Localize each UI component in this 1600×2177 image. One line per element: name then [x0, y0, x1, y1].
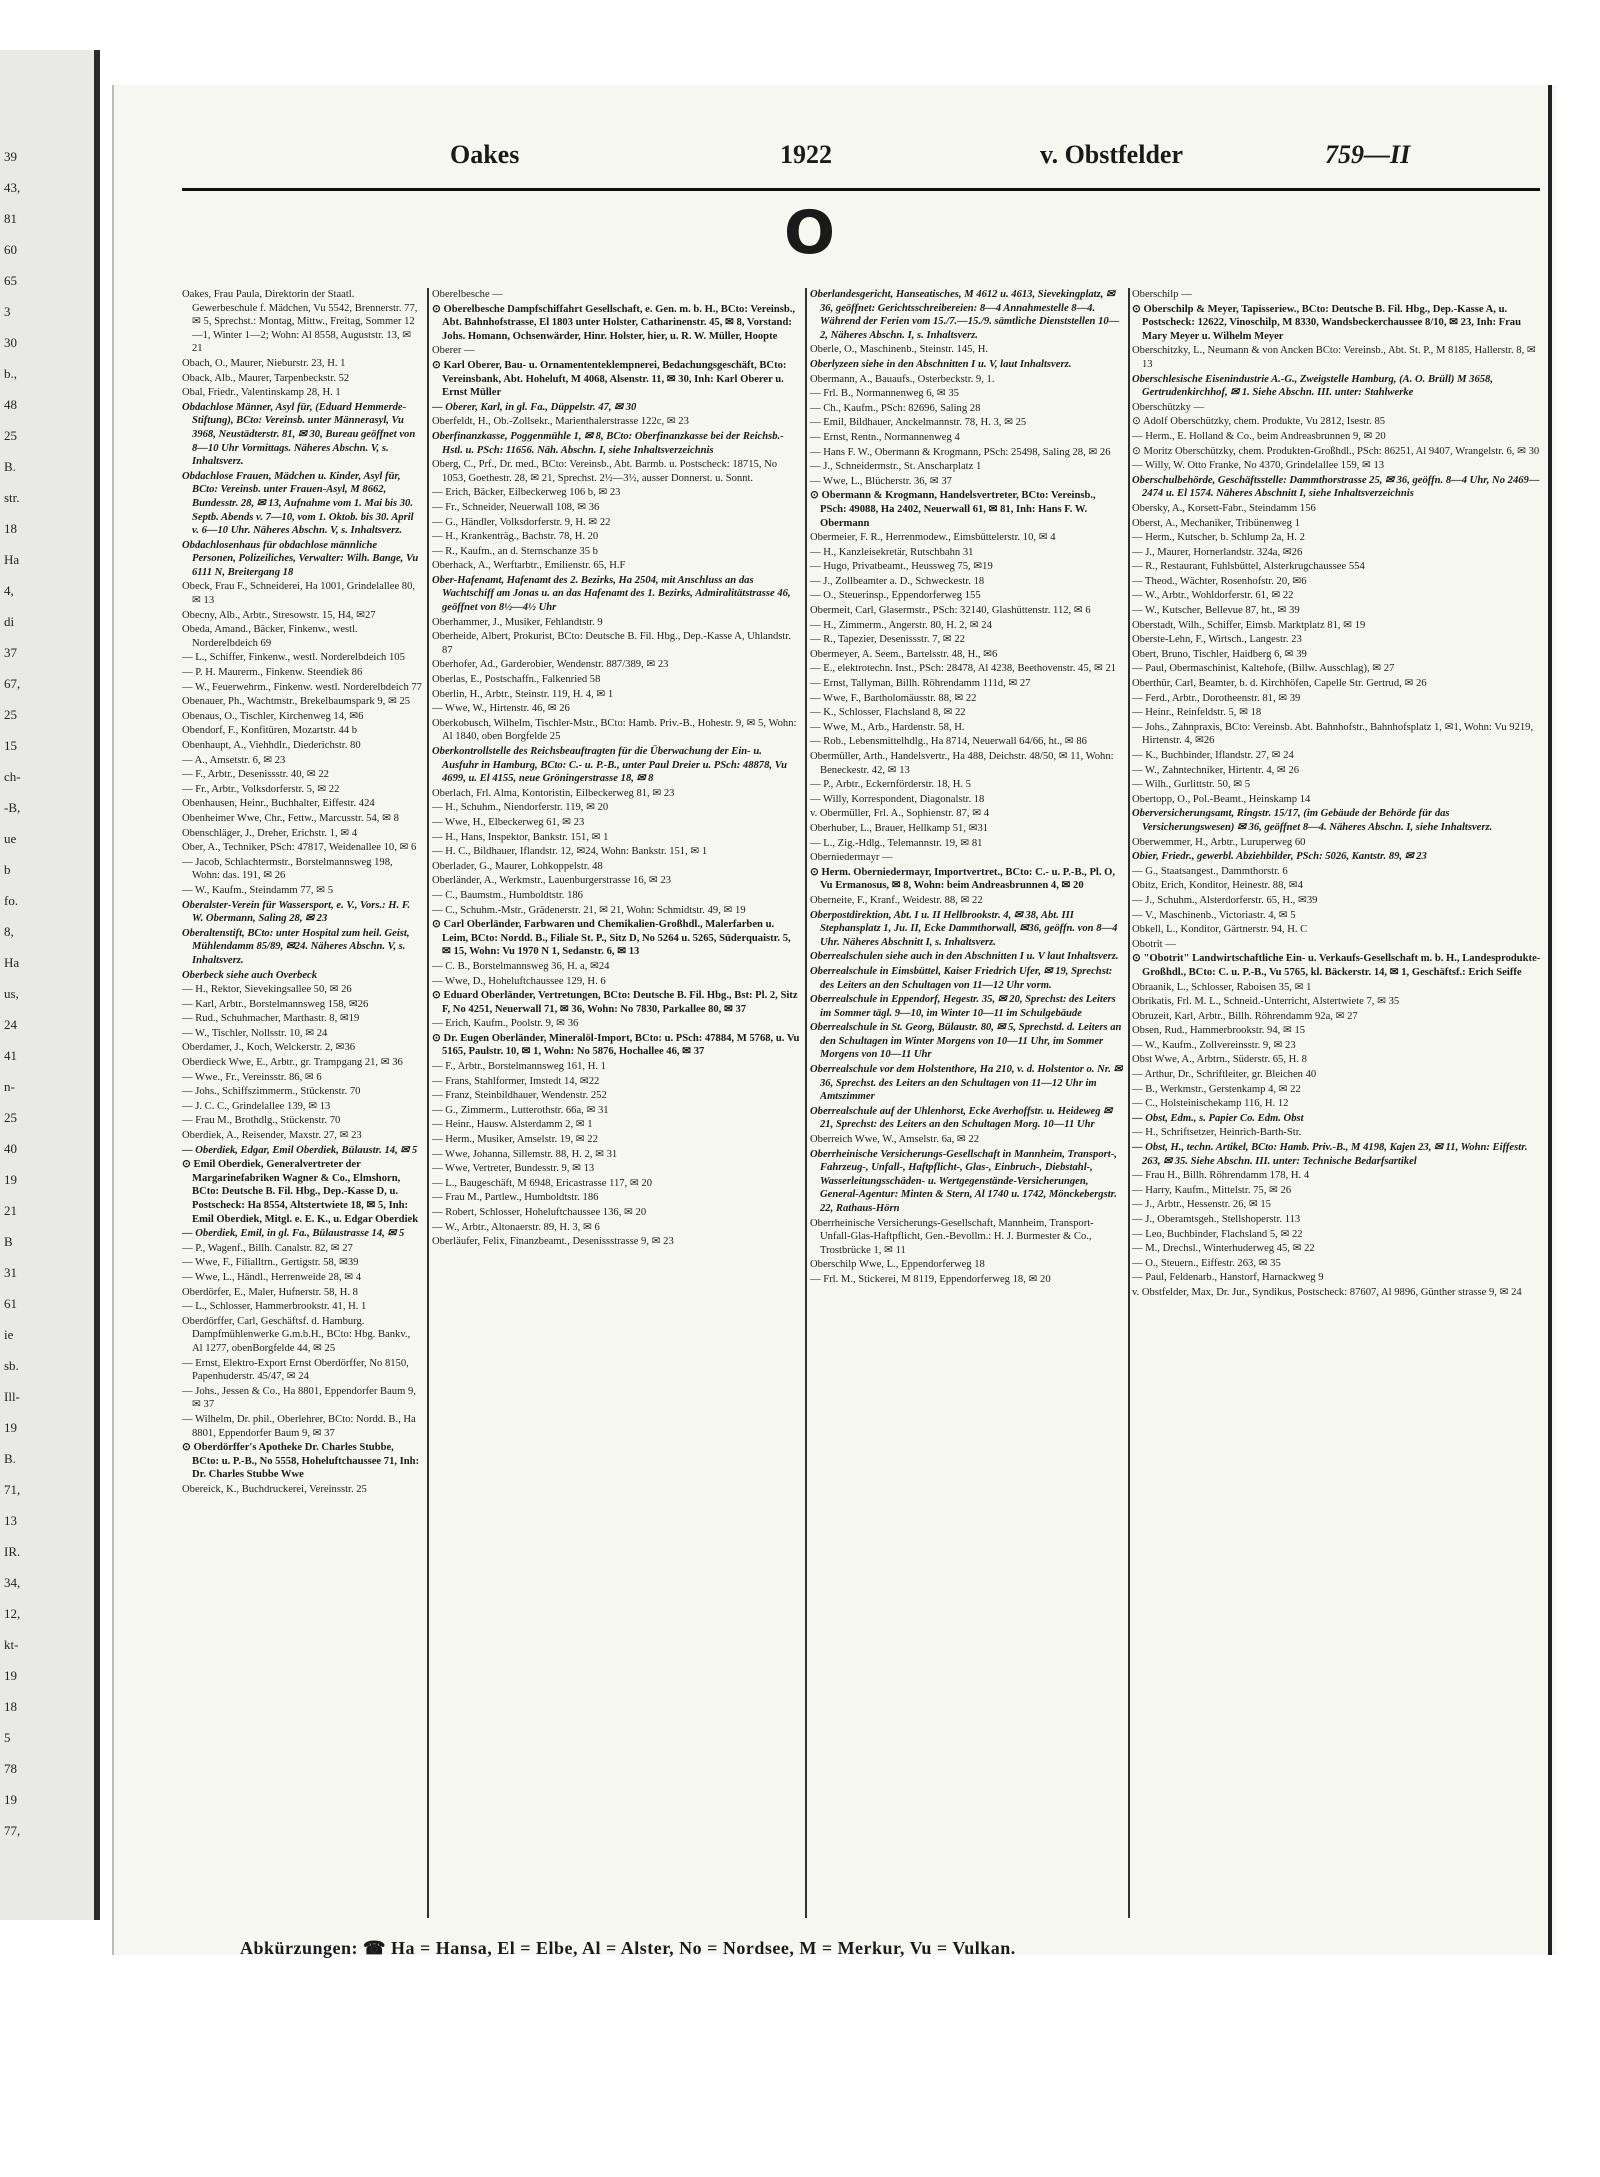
running-header	[180, 140, 1540, 172]
directory-entry: — Wwe, Vertreter, Bundesstr. 9, ✉ 13	[432, 1163, 595, 1175]
directory-entry: — Willy, Korrespondent, Diagonalstr. 18	[810, 793, 985, 805]
directory-entry: Oberschützky —	[1132, 401, 1205, 413]
directory-entry: Obier, Friedr., gewerbl. Abziehbilder, PSch: 5026, Kantstr. 89, ✉ 23	[1132, 851, 1427, 863]
directory-entry: — H., Zimmerm., Angerstr. 80, H. 2, ✉ 24	[810, 619, 992, 631]
previous-page-fragment: 8,	[4, 924, 14, 939]
directory-entry: Oberaltenstift, BCto: unter Hospital zum heil. Geist, Mühlendamm 85/89, ✉24. Näheres Abschn. V, s. Inhaltsverz.	[182, 927, 410, 966]
page-right-edge	[1548, 85, 1552, 1955]
directory-entry: Oberlach, Frl. Alma, Kontoristin, Eilbeckerweg 81, ✉ 23	[432, 787, 675, 799]
header-last-name: v. Obstfelder	[1040, 140, 1183, 169]
directory-entry: — H., Schuhm., Niendorferstr. 119, ✉ 20	[432, 802, 609, 814]
directory-entry: Oberschlesische Eisenindustrie A.-G., Zweigstelle Hamburg, (A. O. Brüll) M 3658, Gertrudenkirchhof, ✉ 1. Siehe Abschn. III. unter: Stahlwerke	[1132, 373, 1493, 399]
directory-entry: — Frl. M., Stickerei, M 8119, Eppendorferweg 18, ✉ 20	[810, 1273, 1051, 1285]
directory-entry: — M., Drechsl., Winterhuderweg 45, ✉ 22	[1132, 1243, 1315, 1255]
directory-entry: — Herm., Kutscher, b. Schlump 2a, H. 2	[1132, 532, 1305, 544]
previous-page-fragment: 12,	[4, 1606, 21, 1621]
directory-entry: Oberhack, A., Werftarbtr., Emilienstr. 65, H.F	[432, 560, 626, 572]
directory-entry: — Obst, Edm., s. Papier Co. Edm. Obst	[1132, 1112, 1304, 1124]
directory-entry: — Frl. B., Normannenweg 6, ✉ 35	[810, 388, 959, 400]
directory-entry: Ober, A., Techniker, PSch: 47817, Weidenallee 10, ✉ 6	[182, 842, 417, 854]
directory-entry: Oberschilp —	[1132, 289, 1192, 300]
previous-page-fragment: 19	[4, 1420, 17, 1435]
previous-page-fragment: b.,	[4, 366, 17, 381]
directory-entry: — Wwe, L., Händl., Herrenweide 28, ✉ 4	[182, 1271, 362, 1283]
directory-entry: — Fr., Arbtr., Volksdorferstr. 5, ✉ 22	[182, 783, 340, 795]
directory-entry: Obenauer, Ph., Wachtmstr., Brekelbaumspark 9, ✉ 25	[182, 696, 411, 708]
directory-entry: — Rob., Lebensmittelhdlg., Ha 8714, Neuerwall 64/66, ht., ✉ 86	[810, 736, 1087, 748]
column-divider	[1128, 288, 1130, 1918]
previous-page-fragment: 19	[4, 1792, 17, 1807]
directory-entry: Obrikatis, Frl. M. L., Schneid.-Unterricht, Alstertwiete 7, ✉ 35	[1132, 996, 1400, 1008]
directory-entry: — L., Schlosser, Hammerbrookstr. 41, H. 1	[182, 1301, 367, 1313]
directory-entry: — Frau M., Partlew., Humboldtstr. 186	[432, 1192, 599, 1204]
directory-entry: — G., Händler, Volksdorferstr. 9, H. ✉ 22	[432, 516, 611, 528]
directory-entry: Oberschulbehörde, Geschäftsstelle: Dammthorstrasse 25, ✉ 36, geöffn. 8—4 Uhr, No 2469—2474 u. El 1574. Näheres Abschnitt I, siehe Inhaltsverzeichnis	[1132, 474, 1540, 500]
directory-entry: — F., Arbtr., Desenissstr. 40, ✉ 22	[182, 769, 329, 781]
directory-entry: Obraanik, L., Schlosser, Raboisen 35, ✉ 1	[1132, 981, 1312, 993]
directory-entry: Oberrealschulen siehe auch in den Abschnitten I u. V laut Inhaltsverz.	[810, 951, 1119, 963]
directory-entry: — Herm., Musiker, Amselstr. 19, ✉ 22	[432, 1134, 598, 1146]
previous-page-fragment: 43,	[4, 180, 21, 195]
page-gutter-edge	[94, 50, 100, 1920]
directory-entry: Oberle, O., Maschinenb., Steinstr. 145, H.	[810, 344, 989, 356]
column-4	[1132, 288, 1542, 1928]
previous-page-fragment: 18	[4, 521, 17, 536]
directory-entry: Oberg, C., Prf., Dr. med., BCto: Vereinsb., Abt. Barmb. u. Postscheck: 18715, No 1053, Goethestr. 28, ✉ 21, Sprechst. 2½—3½, ausser Donnerst. u. Sonnt.	[432, 459, 778, 484]
directory-entry: — W., Kaufm., Zollvereinsstr. 9, ✉ 23	[1132, 1039, 1296, 1051]
previous-page-fragment: 34,	[4, 1575, 21, 1590]
directory-entry: — Wwe, M., Arb., Hardenstr. 58, H.	[810, 721, 965, 733]
directory-entry: — Ernst, Tallyman, Billh. Röhrendamm 111d, ✉ 27	[810, 678, 1031, 690]
directory-entry: — Wwe, H., Elbeckerweg 61, ✉ 23	[432, 816, 585, 828]
previous-page-fragment: b	[4, 862, 11, 877]
previous-page-fragment: 77,	[4, 1823, 21, 1838]
directory-entry: Oberkobusch, Wilhelm, Tischler-Mstr., BCto: Hamb. Priv.-B., Hohestr. 9, ✉ 5, Wohn: Al 1840, oben Borgfelde 25	[432, 717, 797, 743]
previous-page-fragment: 81	[4, 211, 17, 226]
directory-entry: Oberst, A., Mechaniker, Tribünenweg 1	[1132, 517, 1300, 529]
directory-entry: — Heinr., Hausw. Alsterdamm 2, ✉ 1	[432, 1119, 593, 1131]
previous-page-fragment: sb.	[4, 1358, 19, 1373]
directory-entry: — J., Schneidermstr., St. Anscharplatz 1	[810, 461, 982, 473]
directory-entry: Obereick, K., Buchdruckerei, Vereinsstr. 25	[182, 1483, 367, 1495]
directory-entry: Oberfeldt, H., Ob.-Zollsekr., Marienthalerstrasse 122c, ✉ 23	[432, 416, 689, 428]
directory-entry: — G., Staatsangest., Dammthorstr. 6	[1132, 865, 1288, 877]
directory-entry: — Wilhelm, Dr. phil., Oberlehrer, BCto: Nordd. B., Ha 8801, Eppendorfer Baum 9, ✉ 37	[182, 1413, 416, 1439]
directory-entry: — C. B., Borstelmannsweg 36, H. a, ✉24	[432, 960, 610, 972]
previous-page-fragment: 60	[4, 242, 17, 257]
directory-entry: Oberste-Lehn, F., Wirtsch., Langestr. 23	[1132, 634, 1302, 646]
directory-entry: — Johs., Schiffszimmerm., Stückenstr. 70	[182, 1086, 361, 1098]
previous-page-fragment: 13	[4, 1513, 17, 1528]
directory-entry: — Wwe, Johanna, Sillemstr. 88, H. 2, ✉ 31	[432, 1148, 618, 1160]
directory-entry: — L., Baugeschäft, M 6948, Ericastrasse 117, ✉ 20	[432, 1177, 653, 1189]
previous-page-fragment: -B,	[4, 800, 21, 815]
directory-entry: Oberversicherungsamt, Ringstr. 15/17, (im Gebäude der Behörde für das Versicherungswesen) ✉ 36, geöffnet 8—4. Näheres Abschn. I, siehe Inhaltsverz.	[1132, 808, 1493, 833]
directory-entry: Oberlas, E., Postschaffn., Falkenried 58	[432, 674, 601, 686]
directory-entry: — W., Tischler, Nollsstr. 10, ✉ 24	[182, 1027, 328, 1039]
previous-page-fragment: 5	[4, 1730, 11, 1745]
directory-entry: Oberlandesgericht, Hanseatisches, M 4612 u. 4613, Sievekingplatz, ✉ 36, geöffnet: Gerichtsschreibereien: 8—4 Annahmestelle 8—4. Während der Ferien vom 15./7.—15./9. sämtliche Dienststellen 10—2, Näheres Abschn. I, s. Inhaltsverz.	[810, 289, 1120, 341]
directory-entry: Oberdiek, A., Reisender, Maxstr. 27, ✉ 23	[182, 1130, 362, 1142]
directory-entry: Oberdörfer, E., Maler, Hufnerstr. 58, H. 8	[182, 1286, 358, 1298]
directory-entry: Obdachlosenhaus für obdachlose männliche Personen, Polizeiliches, Verwalter: Wilh. Bange, Vu 6111 N, Breitergang 18	[182, 539, 419, 578]
directory-entry: — Wwe., Fr., Vereinsstr. 86, ✉ 6	[182, 1071, 322, 1083]
previous-page-fragment: 3	[4, 304, 11, 319]
directory-entry: v. Obstfelder, Max, Dr. Jur., Syndikus, Postscheck: 87607, Al 9896, Günther strasse 9, ✉ 24	[1132, 1286, 1522, 1298]
directory-entry: — Karl, Arbtr., Borstelmannsweg 158, ✉26	[182, 998, 369, 1010]
directory-entry: Oberelbesche —	[432, 289, 503, 300]
abbreviations-footer: Abkürzungen: ☎ Ha = Hansa, El = Elbe, Al = Alster, No = Nordsee, M = Merkur, Vu = Vulkan.	[240, 1938, 1016, 1958]
directory-entry: ⊙ Obermann & Krogmann, Handelsvertreter, BCto: Vereinsb., PSch: 49088, Ha 2402, Neuerwall 61, ✉ 81, Inh: Hans F. W. Obermann	[810, 490, 1096, 529]
directory-entry: — W., Kutscher, Bellevue 87, ht., ✉ 39	[1132, 605, 1300, 617]
previous-page-fragment: B	[4, 1234, 13, 1249]
previous-page-fragment: 65	[4, 273, 17, 288]
directory-entry: Oberwemmer, H., Arbtr., Luruperweg 60	[1132, 836, 1306, 848]
directory-entry: — Emil, Bildhauer, Anckelmannstr. 78, H. 3, ✉ 25	[810, 417, 1027, 429]
directory-entry: Oberrealschule in Eimsbüttel, Kaiser Friedrich Ufer, ✉ 19, Sprechst: des Leiters an den Schultagen von 11—12 Uhr vorm.	[810, 965, 1113, 991]
previous-page-fragment: 25	[4, 1110, 17, 1125]
directory-entry: — V., Maschinenb., Victoriastr. 4, ✉ 5	[1132, 909, 1296, 921]
directory-entry: Oberlyzeen siehe in den Abschnitten I u. V, laut Inhaltsverz.	[810, 358, 1072, 370]
directory-entry: — P., Wagenf., Billh. Canalstr. 82, ✉ 27	[182, 1242, 353, 1254]
directory-entry: Obach, O., Maurer, Nieburstr. 23, H. 1	[182, 357, 346, 369]
directory-entry: Obersky, A., Korsett-Fabr., Steindamm 156	[1132, 502, 1316, 514]
directory-entry: Oberniedermayr —	[810, 852, 893, 864]
directory-entry: — R., Tapezier, Desenissstr. 7, ✉ 22	[810, 634, 965, 646]
directory-entry: Obeck, Frau F., Schneiderei, Ha 1001, Grindelallee 80, ✉ 13	[182, 581, 416, 607]
previous-page-fragment: 25	[4, 428, 17, 443]
directory-entry: — Heinr., Reinfeldstr. 5, ✉ 18	[1132, 707, 1262, 719]
directory-entry: — H., Schriftsetzer, Heinrich-Barth-Str.	[1132, 1127, 1302, 1139]
directory-entry: — Johs., Zahnpraxis, BCto: Vereinsb. Abt. Bahnhofstr., Bahnhofsplatz 1, ✉1, Wohn: Vu 9219, Hirtenstr. 4, ✉26	[1132, 721, 1534, 747]
directory-entry: Obermeit, Carl, Glasermstr., PSch: 32140, Glashüttenstr. 112, ✉ 6	[810, 605, 1091, 617]
column-divider	[427, 288, 429, 1918]
directory-entry: — Wwe, F., Filialltrn., Gertigstr. 58, ✉39	[182, 1257, 359, 1269]
directory-entry: ⊙ Herm. Oberniedermayr, Importvertret., BCto: C.- u. P.-B., Pl. O, Vu Ermanosus, ✉ 8, Wohn: beim Andreasbrunnen 4, ✉ 20	[810, 866, 1116, 892]
directory-entry: — J., Oberamtsgeh., Stellshoperstr. 113	[1132, 1214, 1301, 1225]
directory-entry: Oberer —	[432, 345, 475, 357]
directory-entry: — J., Maurer, Hornerlandstr. 324a, ✉26	[1132, 546, 1303, 558]
directory-entry: — Oberdiek, Emil, in gl. Fa., Bülaustrasse 14, ✉ 5	[182, 1228, 405, 1240]
directory-entry: — J., Zollbeamter a. D., Schweckestr. 18	[810, 575, 985, 587]
directory-entry: — Jacob, Schlachtermstr., Borstelmannsweg 198, Wohn: das. 191, ✉ 26	[182, 856, 393, 882]
directory-entry: Oberlader, G., Maurer, Lohkoppelstr. 48	[432, 860, 603, 872]
previous-page-fragment: IR.	[4, 1544, 21, 1559]
directory-entry: Oberschitzky, L., Neumann & von Ancken BCto: Vereinsb., Abt. St. P., M 8185, Hallerstr. 8, ✉ 13	[1132, 345, 1536, 370]
directory-entry: ⊙ Dr. Eugen Oberländer, Mineralöl-Import, BCto: u. PSch: 47884, M 5768, u. Vu 5165, Paulstr. 10, ✉ 1, Wohn: No 5876, Hochallee 46, ✉ 37	[432, 1032, 800, 1058]
directory-entry: Obenheimer Wwe, Chr., Fettw., Marcusstr. 54, ✉ 8	[182, 812, 399, 824]
directory-entry: — O., Steuern., Eiffestr. 263, ✉ 35	[1132, 1257, 1281, 1269]
directory-entry: ⊙ Carl Oberländer, Farbwaren und Chemikalien-Großhdl., Malerfarben u. Leim, BCto: Nordd. B., Filiale St. P., Sitz D, No 5264 u. 5265, Süderquaistr. 5, ✉ 15, Wohn: Vu 1970 N 1, Sedanstr. 6, ✉ 13	[432, 919, 791, 958]
directory-entry: — K., Buchbinder, Iflandstr. 27, ✉ 24	[1132, 750, 1294, 761]
directory-entry: — Frau H., Billh. Röhrendamm 178, H. 4	[1132, 1170, 1310, 1182]
previous-page-fragment: 21	[4, 1203, 17, 1218]
directory-entry: Oberreich Wwe, W., Amselstr. 6a, ✉ 22	[810, 1134, 980, 1146]
directory-entry: — Hugo, Privatbeamt., Heussweg 75, ✉19	[810, 561, 993, 573]
directory-entry: Oberläufer, Felix, Finanzbeamt., Desenissstrasse 9, ✉ 23	[432, 1236, 674, 1248]
directory-entry: Obkell, L., Konditor, Gärtnerstr. 94, H. C	[1132, 924, 1308, 936]
directory-entry: Oberhofer, Ad., Garderobier, Wendenstr. 887/389, ✉ 23	[432, 659, 669, 671]
directory-entry: — G., Zimmerm., Lutterothstr. 66a, ✉ 31	[432, 1104, 609, 1116]
column-1	[182, 288, 422, 1928]
directory-entry: Oberschilp Wwe, L., Eppendorferweg 18	[810, 1259, 985, 1271]
previous-page-fragment: B.	[4, 459, 16, 474]
directory-entry: Obitz, Erich, Konditor, Heinestr. 88, ✉4	[1132, 880, 1303, 892]
directory-entry: ⊙ "Obotrit" Landwirtschaftliche Ein- u. Verkaufs-Gesellschaft m. b. H., Landesprodukte-Großhdl., BCto: C. u. P.-B., Vu 5765, kl. Bäckerstr. 14, ✉ 1, Geschäftsf.: Erich Seiffe	[1132, 953, 1541, 978]
previous-page-fragment: 67,	[4, 676, 21, 691]
directory-entry: Oberdörffer, Carl, Geschäftsf. d. Hamburg. Dampfmühlenwerke G.m.b.H., BCto: Hbg. Bankv., Al 1277, obenBorgfelde 44, ✉ 25	[182, 1315, 411, 1354]
directory-entry: Obertopp, O., Pol.-Beamt., Heinskamp 14	[1132, 793, 1311, 805]
directory-entry: Obenschläger, J., Dreher, Erichstr. 1, ✉ 4	[182, 827, 358, 839]
directory-entry: Oberrealschule in St. Georg, Bülaustr. 80, ✉ 5, Sprechstd. d. Leiters an den Schultagen im Winter Morgens von 10—11 Uhr, im Sommer Morgens von 10—11 Uhr	[810, 1022, 1122, 1061]
directory-entry: Obermüller, Arth., Handelsvertr., Ha 488, Deichstr. 48/50, ✉ 11, Wohn: Beneckestr. 42, ✉ 13	[810, 751, 1114, 776]
directory-entry: — Harry, Kaufm., Mittelstr. 75, ✉ 26	[1132, 1184, 1292, 1196]
previous-page-fragment: 15	[4, 738, 17, 753]
directory-entry: Oakes, Frau Paula, Direktorin der Staatl. Gewerbeschule f. Mädchen, Vu 5542, Brennerstr. 77, ✉ 5, Sprechst.: Montag, Mittw., Freitag, Sommer 12—1, Winter 1—2; Wohn: Al 8558, Auguststr. 13, ✉ 21	[182, 289, 418, 355]
directory-entry: — C., Baumstm., Humboldtstr. 186	[432, 889, 583, 901]
directory-entry: — A., Amsetstr. 6, ✉ 23	[182, 754, 286, 766]
directory-entry: — P., Arbtr., Eckernförderstr. 18, H. 5	[810, 779, 971, 791]
directory-entry: ⊙ Karl Oberer, Bau- u. Ornamententeklempnerei, Bedachungsgeschäft, BCto: Vereinsbank, Abt. Hoheluft, M 4068, Alsenstr. 11, ✉ 30, Inh: Karl Oberer u. Ernst Müller	[432, 359, 787, 399]
header-year: 1922	[780, 140, 832, 169]
previous-page-fragment: 24	[4, 1017, 17, 1032]
previous-page-fragment: 18	[4, 1699, 17, 1714]
directory-entry: — Erich, Kaufm., Poolstr. 9, ✉ 36	[432, 1018, 579, 1030]
directory-entry: — F., Arbtr., Borstelmannsweg 161, H. 1	[432, 1061, 606, 1073]
previous-page-fragment: str.	[4, 490, 20, 505]
directory-entry: — B., Werkmstr., Gerstenkamp 4, ✉ 22	[1132, 1083, 1301, 1095]
page-number: 759—II	[1325, 140, 1411, 169]
previous-page-fragment: 61	[4, 1296, 17, 1311]
directory-entry: — Hans F. W., Obermann & Krogmann, PSch: 25498, Saling 28, ✉ 26	[810, 446, 1111, 458]
directory-entry: Oberhuber, L., Brauer, Hellkamp 51, ✉31	[810, 822, 989, 834]
directory-entry: Obermann, A., Bauaufs., Osterbeckstr. 9, 1.	[810, 373, 995, 385]
directory-entry: — P. H. Maurerm., Finkenw. Steendiek 86	[182, 667, 363, 679]
directory-entry: Obotrit —	[1132, 938, 1176, 950]
directory-entry: ⊙ Emil Oberdiek, Generalvertreter der Margarinefabriken Wagner & Co., Elmshorn, BCto: Deutsche B. Fil. Hbg., Dep.-Kasse D, u. Postscheck: Ha 8554, Altstertwiete 18, ✉ 5, Inh: Emil Oberdiek, Mitgl. e. E. K., u. Edgar Oberdiek	[182, 1159, 419, 1225]
directory-entry: ⊙ Oberdörffer's Apotheke Dr. Charles Stubbe, BCto: u. P.-B., No 5558, Hoheluftchaussee 71, Inh: Dr. Charles Stubbe Wwe	[182, 1442, 420, 1481]
directory-entry: — W., Arbtr., Wohldorferstr. 61, ✉ 22	[1132, 590, 1294, 602]
directory-entry: ⊙ Eduard Oberländer, Vertretungen, BCto: Deutsche B. Fil. Hbg., Bst: Pl. 2, Sitz F, No 4251, Neuerwall 71, ✉ 36, Wohn: No 7830, Parkallee 80, ✉ 37	[432, 990, 798, 1015]
directory-entry: — Paul, Obermaschinist, Kaltehofe, (Billw. Ausschlag), ✉ 27	[1132, 663, 1395, 675]
directory-entry: — Wwe, L., Blücherstr. 36, ✉ 37	[810, 475, 952, 487]
directory-entry: Obermeier, F. R., Herrenmodew., Eimsbüttelerstr. 10, ✉ 4	[810, 532, 1056, 544]
directory-entry: — Paul, Feldenarb., Hanstorf, Harnackweg 9	[1132, 1272, 1324, 1284]
previous-page-fragment: us,	[4, 986, 19, 1001]
directory-entry: — Theod., Wächter, Rosenhofstr. 20, ✉6	[1132, 575, 1307, 587]
directory-entry: Obdachlose Männer, Asyl für, (Eduard Hemmerde-Stiftung), BCto: Vereinsb. unter Männerasyl, Vu 3968, Neustädterstr. 81, ✉ 30, Bureau geöffnet von 8—10 Uhr Vormittags. Näheres Abschn. V, s. Inhaltsverz.	[182, 401, 416, 468]
directory-entry: Obendorf, F., Konfitüren, Mozartstr. 44 b	[182, 725, 358, 737]
previous-page-fragment: 37	[4, 645, 17, 660]
directory-entry: Obecny, Alb., Arbtr., Stresowstr. 15, H4, ✉27	[182, 609, 376, 621]
column-divider	[805, 288, 807, 1918]
previous-page-fragment: 25	[4, 707, 17, 722]
directory-entry: — O., Steuerinsp., Eppendorferweg 155	[810, 590, 981, 602]
directory-entry: — Arthur, Dr., Schriftleiter, gr. Bleichen 40	[1132, 1069, 1317, 1081]
previous-page-fragment: 48	[4, 397, 17, 412]
directory-entry: — Frans, Stahlformer, Imstedt 14, ✉22	[432, 1075, 600, 1087]
directory-entry: — Oberer, Karl, in gl. Fa., Düppelstr. 47, ✉ 30	[432, 401, 637, 413]
directory-entry: — W., Arbtr., Altonaerstr. 89, H. 3, ✉ 6	[432, 1221, 600, 1233]
previous-page-fragment: 30	[4, 335, 17, 350]
previous-page-fragment: 71,	[4, 1482, 21, 1497]
previous-page-fragment: 39	[4, 149, 17, 164]
directory-entry: — H. C., Bildhauer, Iflandstr. 12, ✉24, Wohn: Bankstr. 151, ✉ 1	[432, 846, 708, 858]
directory-entry: — Wwe, W., Hirtenstr. 46, ✉ 26	[432, 703, 570, 715]
directory-entry: Obert, Bruno, Tischler, Haidberg 6, ✉ 39	[1132, 648, 1307, 660]
directory-entry: Oberneite, F., Kranf., Weidestr. 88, ✉ 22	[810, 894, 983, 906]
previous-page-fragment: Ha	[4, 552, 20, 567]
directory-entry: — Oberdiek, Edgar, Emil Oberdiek, Bülaustr. 14, ✉ 5	[182, 1144, 418, 1156]
directory-entry: — C., Holsteinischekamp 116, H. 12	[1132, 1098, 1289, 1110]
directory-entry: v. Obermüller, Frl. A., Sophienstr. 87, ✉ 4	[810, 808, 990, 820]
previous-page-fragment: 78	[4, 1761, 17, 1776]
directory-entry: — E., elektrotechn. Inst., PSch: 28478, Al 4238, Beethovenstr. 45, ✉ 21	[810, 663, 1117, 675]
previous-page-fragment: 31	[4, 1265, 17, 1280]
directory-entry: — Frau M., Brothdlg., Stückenstr. 70	[182, 1115, 341, 1127]
directory-entry: Oberstadt, Wilh., Schiffer, Eimsb. Marktplatz 81, ✉ 19	[1132, 619, 1366, 631]
previous-page-fragment: B.	[4, 1451, 16, 1466]
previous-page-fragment: fo.	[4, 893, 19, 908]
directory-entry: — H., Kanzleisekretär, Rutschbahn 31	[810, 546, 974, 558]
header-first-name: Oakes	[450, 140, 520, 169]
previous-page-fragment: 41	[4, 1048, 17, 1063]
directory-entry: Oberrheinische Versicherungs-Gesellschaft in Mannheim, Transport-, Fahrzeug-, Unfall-, Haftpflicht-, Glas-, Einbruch-, Diebstahl-, Wasserleitungsschäden- u. Wertgegenstände-Versicherungen, General-Agentur: Minten & Stern, Al 1740 u. 1742, Mönckebergstr. 22, Rathaus-Hörn	[810, 1148, 1117, 1214]
directory-entry: — Ch., Kaufm., PSch: 82696, Saling 28	[810, 402, 981, 414]
directory-entry: — C., Schuhm.-Mstr., Grädenerstr. 21, ✉ 21, Wohn: Schmidtstr. 49, ✉ 19	[432, 904, 746, 916]
directory-entry: — Erich, Bäcker, Eilbeckerweg 106 b, ✉ 23	[432, 487, 621, 499]
directory-entry: — W., Kaufm., Steindamm 77, ✉ 5	[182, 884, 334, 896]
previous-page-fragment: di	[4, 614, 15, 629]
directory-entry: — Wwe, F., Bartholomäusstr. 88, ✉ 22	[810, 692, 977, 704]
directory-entry: Oberdieck Wwe, E., Arbtr., gr. Trampgang 21, ✉ 36	[182, 1057, 403, 1069]
directory-entry: — Leo, Buchbinder, Flachsland 5, ✉ 22	[1132, 1228, 1303, 1240]
directory-entry: — R., Kaufm., an d. Sternschanze 35 b	[432, 545, 598, 557]
directory-entry: Oberpostdirektion, Abt. I u. II Hellbrookstr. 4, ✉ 38, Abt. III Stephansplatz 1, Ju. II, Ecke Dammthorwall, ✉36, geöffn. von 8—4 Uhr. Näheres Abschnitt I, s. Inhaltsverz.	[810, 909, 1118, 948]
previous-page-fragment: ie	[4, 1327, 14, 1342]
directory-entry: Oberrealschule vor dem Holstenthore, Ha 210, v. d. Holstentor o. Nr. ✉ 36, Sprechst. des Leiters an den Schultagen von 11—12 Uhr im Amtszimmer	[810, 1064, 1123, 1103]
directory-entry: ⊙ Moritz Oberschützky, chem. Produkten-Großhdl., PSch: 86251, Al 9407, Wrangelstr. 6, ✉ 30	[1132, 445, 1540, 457]
directory-entry: Oberheide, Albert, Prokurist, BCto: Deutsche B. Fil. Hbg., Dep.-Kasse A, Uhlandstr. 87	[432, 631, 791, 656]
directory-entry: — Ernst, Rentn., Normannenweg 4	[810, 431, 960, 443]
directory-entry: — Rud., Schuhmacher, Marthastr. 8, ✉19	[182, 1013, 360, 1025]
directory-entry: Obal, Friedr., Valentinskamp 28, H. 1	[182, 387, 341, 399]
directory-entry: Oberbeck siehe auch Overbeck	[182, 969, 318, 981]
directory-entry: — Wilh., Gurlittstr. 50, ✉ 5	[1132, 779, 1251, 791]
directory-entry: Ober-Hafenamt, Hafenamt des 2. Bezirks, Ha 2504, mit Anschluss an das Wachtschiff am Jonas u. an das Hafenamt des 1. Bezirks, Admiralitätstrasse 46, geöffnet von 8½—4½ Uhr	[432, 574, 791, 614]
previous-page-fragment: 19	[4, 1668, 17, 1683]
directory-entry: ⊙ Oberschilp & Meyer, Tapisseriew., BCto: Deutsche B. Fil. Hbg., Dep.-Kasse A, u. Postscheck: 12622, Vinoschilp, M 8330, Wandsbeckerchaussee 8/10, ✉ 23, Inh: Frau Mary Meyer u. Wilhelm Meyer	[1132, 303, 1521, 342]
column-3	[810, 288, 1123, 1928]
directory-entry: — Obst, H., techn. Artikel, BCto: Hamb. Priv.-B., M 4198, Kajen 23, ✉ 11, Wohn: Eiffestr. 263, ✉ 35. Siehe Abschn. III. unter: Technische Bedarfsartikel	[1132, 1142, 1528, 1167]
directory-entry: — Ernst, Elektro-Export Ernst Oberdörffer, No 8150, Papenhuderstr. 45/47, ✉ 24	[182, 1357, 409, 1383]
directory-entry: Oberhammer, J., Musiker, Fehlandtstr. 9	[432, 616, 603, 628]
directory-entry: — Ferd., Arbtr., Dorotheenstr. 81, ✉ 39	[1132, 692, 1301, 704]
directory-entry: — H., Krankenträg., Bachstr. 78, H. 20	[432, 531, 599, 543]
directory-entry: — L., Schiffer, Finkenw., westl. Norderelbdeich 105	[182, 652, 405, 664]
previous-page-fragment: n-	[4, 1079, 15, 1094]
directory-entry: — L., Zig.-Hdlg., Telemannstr. 19, ✉ 81	[810, 837, 983, 849]
directory-entry: Oberlin, H., Arbtr., Steinstr. 119, H. 4, ✉ 1	[432, 688, 614, 700]
directory-entry: Oberfinanzkasse, Poggenmühle 1, ✉ 8, BCto: Oberfinanzkasse bei der Reichsb.-Hstl. u. PSch: 11656. Näh. Abschn. I, siehe Inhaltsverzeichnis	[432, 430, 784, 456]
directory-entry: — Johs., Jessen & Co., Ha 8801, Eppendorfer Baum 9, ✉ 37	[182, 1385, 416, 1411]
directory-entry: Obeda, Amand., Bäcker, Finkenw., westl. Norderelbdeich 69	[182, 624, 358, 649]
directory-entry: — H., Hans, Inspektor, Bankstr. 151, ✉ 1	[432, 831, 609, 843]
directory-entry: — W., Zahntechniker, Hirtentr. 4, ✉ 26	[1132, 764, 1300, 776]
directory-entry: Oberthür, Carl, Beamter, b. d. Kirchhöfen, Capelle Str. Gertrud, ✉ 26	[1132, 678, 1427, 690]
directory-entry: Oberländer, A., Werkmstr., Lauenburgerstrasse 16, ✉ 23	[432, 875, 672, 887]
section-letter: O	[784, 198, 836, 268]
directory-entry: Obdachlose Frauen, Mädchen u. Kinder, Asyl für, BCto: Vereinsb. unter Frauen-Asyl, M 8662, Bundesstr. 28, ✉ 13, Aufnahme vom 1. Mai bis 30. Septb. Abends v. 7—10, vom 1. Oktob. bis 30. April v. 6—10 Uhr. Näheres Abschn. V, s. Inhaltsverz.	[182, 470, 414, 537]
previous-page-fragment: Ha	[4, 955, 20, 970]
previous-page-fragment: kt-	[4, 1637, 19, 1652]
directory-entry: — W., Feuerwehrm., Finkenw. westl. Norderelbdeich 77	[182, 681, 422, 693]
directory-entry: Obruzeit, Karl, Arbtr., Billh. Röhrendamm 92a, ✉ 27	[1132, 1010, 1358, 1022]
directory-entry: — Willy, W. Otto Franke, No 4370, Grindelallee 159, ✉ 13	[1132, 460, 1385, 472]
directory-entry: Obenaus, O., Tischler, Kirchenweg 14, ✉6	[182, 710, 364, 722]
directory-entry: — Wwe, D., Hoheluftchaussee 129, H. 6	[432, 975, 606, 987]
directory-entry: Obermeyer, A. Seem., Bartelsstr. 48, H., ✉6	[810, 648, 998, 660]
directory-entry: — R., Restaurant, Fuhlsbüttel, Alsterkrugchaussee 554	[1132, 561, 1365, 573]
directory-entry: — J., Schuhm., Alsterdorferstr. 65, H., ✉39	[1132, 894, 1318, 906]
directory-entry: — H., Rektor, Sievekingsallee 50, ✉ 26	[182, 984, 352, 996]
directory-entry: Oberkontrollstelle des Reichsbeauftragten für die Überwachung der Ein- u. Ausfuhr in Hamburg, BCto: C.- u. P.-B., unter Paul Dreier u. PSch: 48878, Vu 4699, u. El 4155, neue Gröningerstrasse 18, ✉ 8	[432, 746, 788, 785]
directory-entry: Oberdamer, J., Koch, Welckerstr. 2, ✉36	[182, 1042, 356, 1054]
directory-entry: — K., Schlosser, Flachsland 8, ✉ 22	[810, 707, 966, 719]
header-rule	[182, 188, 1540, 191]
directory-entry: Oberalster-Verein für Wassersport, e. V., Vors.: H. F. W. Obermann, Saling 28, ✉ 23	[182, 899, 411, 925]
directory-entry: Obenhaupt, A., Viehhdlr., Diederichstr. 80	[182, 740, 361, 751]
directory-entry: Oberrheinische Versicherungs-Gesellschaft, Mannheim, Transport-Unfall-Glas-Haftpflicht, Gen.-Bevollm.: H. J. Burmester & Co., Trostbrücke 1, ✉ 11	[810, 1217, 1094, 1256]
previous-page-fragment: 4,	[4, 583, 14, 598]
column-2	[432, 288, 800, 1928]
previous-page-fragment: ch-	[4, 769, 21, 784]
previous-page-fragment: 19	[4, 1172, 17, 1187]
directory-entry: Oberrealschule in Eppendorf, Hegestr. 35, ✉ 20, Sprechst: des Leiters im Sommer tägl. 9—10, im Winter 10—11 im Schulgebäude	[810, 994, 1116, 1019]
directory-entry: Oback, Alb., Maurer, Tarpenbeckstr. 52	[182, 372, 350, 384]
directory-entry: — Franz, Steinbildhauer, Wendenstr. 252	[432, 1090, 607, 1102]
directory-entry: ⊙ Adolf Oberschützky, chem. Produkte, Vu 2812, Isestr. 85	[1132, 416, 1386, 428]
directory-entry: ⊙ Oberelbesche Dampfschiffahrt Gesellschaft, e. Gen. m. b. H., BCto: Vereinsb., Abt. Bahnhofstrasse, El 1803 unter Holster, Catharinenstr. 45, ✉ 8, Vorstand: Johs. Homann, Ochsenwärder, Hinr. Holster, hier, u. R. W. Müller, Hoopte	[432, 303, 796, 342]
previous-page-fragment: ue	[4, 831, 17, 846]
directory-entry: — Robert, Schlosser, Hoheluftchaussee 136, ✉ 20	[432, 1207, 647, 1218]
previous-page-strip	[0, 50, 100, 1920]
directory-entry: Obsen, Rud., Hammerbrookstr. 94, ✉ 15	[1132, 1025, 1306, 1037]
directory-entry: — J. C. C., Grindelallee 139, ✉ 13	[182, 1100, 331, 1112]
directory-entry: — Herm., E. Holland & Co., beim Andreasbrunnen 9, ✉ 20	[1132, 430, 1386, 442]
directory-entry: Obst Wwe, A., Arbtrn., Süderstr. 65, H. 8	[1132, 1054, 1307, 1066]
previous-page-fragment: Ill-	[4, 1389, 20, 1404]
directory-entry: — Fr., Schneider, Neuerwall 108, ✉ 36	[432, 501, 600, 513]
directory-entry: Obenhausen, Heinr., Buchhalter, Eiffestr. 424	[182, 798, 375, 810]
directory-entry: Oberrealschule auf der Uhlenhorst, Ecke Averhoffstr. u. Heideweg ✉ 21, Sprechst: des Leiters an den Schultagen Morg. 10—11 Uhr	[810, 1105, 1113, 1131]
previous-page-fragment: 40	[4, 1141, 17, 1156]
directory-entry: — J., Arbtr., Hessenstr. 26, ✉ 15	[1132, 1199, 1271, 1211]
